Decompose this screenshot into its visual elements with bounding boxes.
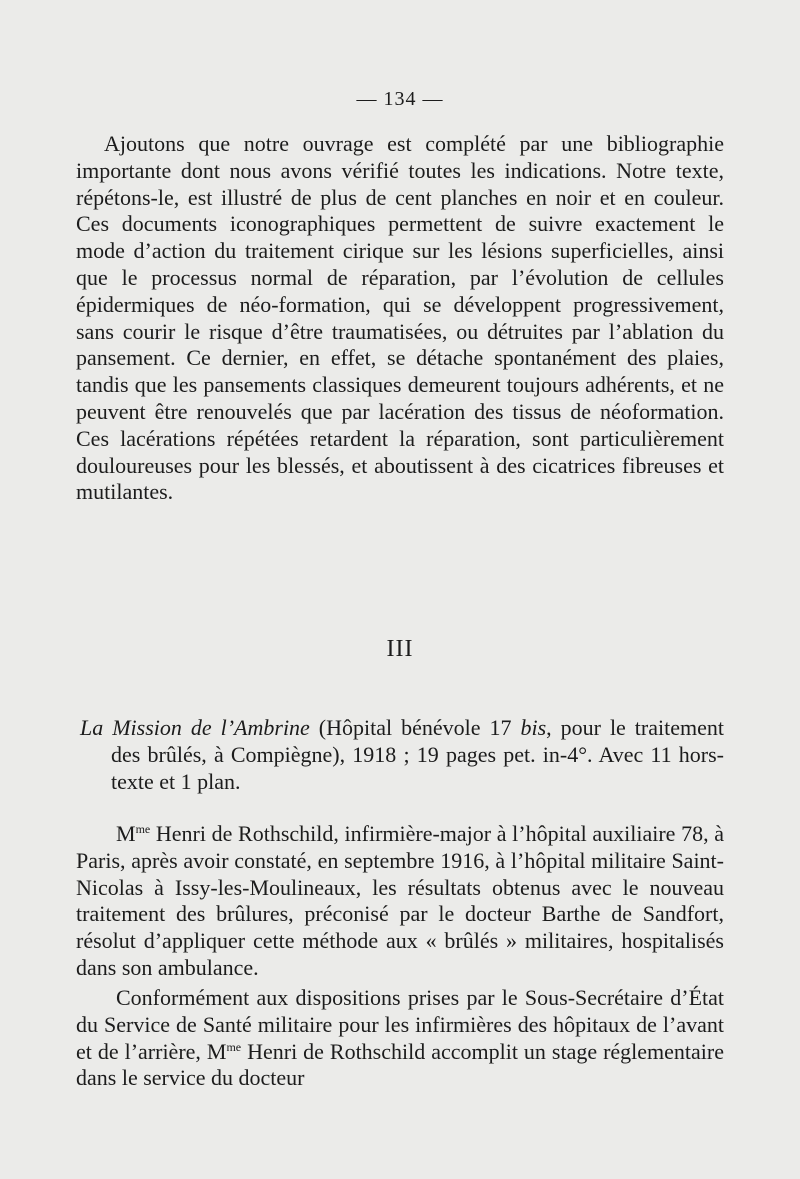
bibliography-title: La Mission de l’Ambrine bbox=[80, 715, 310, 740]
title-abbrev: M bbox=[116, 821, 136, 846]
title-abbrev: M bbox=[206, 1038, 227, 1064]
paragraph-2 bbox=[76, 821, 724, 982]
paragraph-3-text-after: Henri de Rothschild accomplit un stage réglementaire dans le service du docteur bbox=[76, 1038, 724, 1091]
bibliography-entry bbox=[80, 714, 724, 795]
bibliography-details-2: , pour le traitement des brûlés, à Compiègne), 1918 ; 19 pages pet. in-4°. Avec 11 hors-texte et 1 plan. bbox=[111, 715, 724, 794]
paragraph-3-text-before: Conformément aux dispositions prises par le Sous-Secrétaire d’État du Service de Santé militaire pour les infirmières des hôpitaux de l’avant et de l’arrière, bbox=[76, 985, 724, 1064]
title-superscript: me bbox=[226, 1039, 242, 1054]
page-number: — 134 — bbox=[356, 88, 444, 110]
bibliography-bis: bis bbox=[520, 715, 547, 740]
section-heading: III bbox=[386, 636, 414, 662]
paragraph-3 bbox=[76, 985, 724, 1092]
paragraph-2-text: Henri de Rothschild, infirmière-major à l’hôpital auxiliaire 78, à Paris, après avoir constaté, en septembre 1916, à l’hôpital militaire Saint-Nicolas à Issy-les-Moulineaux, les résultats obtenus avec le nouveau traitement des brûlures, préconisé par le docteur Barthe de Sandfort, résolut d’appliquer cette méthode aux « brûlés » militaires, hospitalisés dans son ambulance. bbox=[76, 821, 724, 980]
paragraph-1: Ajoutons que notre ouvrage est complété par une bibliographie importante dont nous avons vérifié toutes les indications. Notre texte, répétons-le, est illustré de plus de cent planches en noir et en couleur. Ces documents iconographiques permettent de suivre exactement le mode d’action du traitement cirique sur les lésions superficielles, ainsi que le processus normal de réparation, par l’évolution de cellules épidermiques de néo-formation, qui se développent progressivement, sans courir le risque d’être traumatisées, ou détruites par l’ablation du pansement. Ce dernier, en effet, se détache spontanément des plaies, tandis que les pansements classiques demeurent toujours adhérents, et ne peuvent être renouvelés que par lacération des tissus de néoformation. Ces lacérations répétées retardent la réparation, sont particulièrement douloureuses pour les blessés, et aboutissent à des cicatrices fibreuses et mutilantes. bbox=[76, 131, 724, 505]
title-superscript: me bbox=[135, 822, 151, 836]
bibliography-details-1: (Hôpital bénévole 17 bbox=[309, 715, 521, 740]
